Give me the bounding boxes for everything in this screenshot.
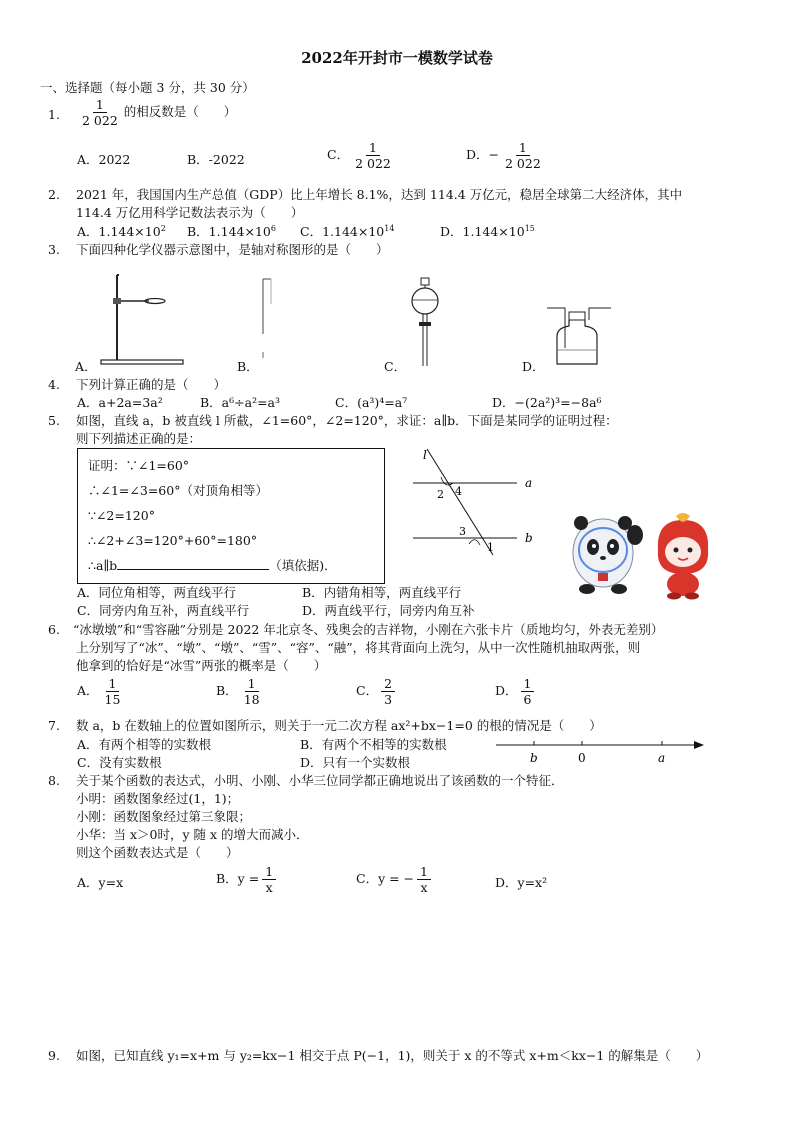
q6-option-d: D． $\frac{1}{6}$ xyxy=(495,676,537,707)
proof-line: ∴∠2+∠3=120°+60°=180° xyxy=(88,533,258,548)
q4-option-b: B．a⁶÷a²=a³ xyxy=(200,395,281,410)
q3-option-a: A． xyxy=(75,359,97,374)
q6-line3: 他拿到的恰好是“冰雪”两张的概率是（ ） xyxy=(76,658,327,673)
q3-number: 3. xyxy=(48,242,60,257)
q7-option-c: C．没有实数根 xyxy=(77,755,162,770)
label-angle-4: 4 xyxy=(455,485,462,498)
bing-dwen-dwen-mascot-image xyxy=(565,505,645,595)
q6-number: 6. xyxy=(48,622,60,637)
q8-number: 8. xyxy=(48,773,60,788)
proof-last-line: ∴a∥b （填依据)． xyxy=(88,558,337,573)
q6-option-b: B． $\frac{1}{18}$ xyxy=(216,676,260,707)
q2-line1: 2021 年，我国国内生产总值（GDP）比上年增长 8.1%，达到 114.4 万亿元，稳居全球第二大经济体，其中 xyxy=(76,187,683,202)
fill-in-blank xyxy=(117,557,269,570)
q5-line2: 则下列描述正确的是： xyxy=(76,431,202,446)
axis-label-b: b xyxy=(530,751,538,765)
label-angle-2: 2 xyxy=(437,488,444,501)
label-angle-1: 1 xyxy=(487,541,494,554)
q2-option-b: B．$1.144\times 10^6$ xyxy=(187,223,276,239)
q6-option-a: A． $\frac{1}{15}$ xyxy=(77,676,121,707)
proof-line: ∵∠2=120° xyxy=(88,508,155,523)
q5-option-a: A．同位角相等，两直线平行 xyxy=(77,585,237,600)
q4-option-c: C．(a³)⁴=a⁷ xyxy=(335,395,408,410)
q3-option-c: C． xyxy=(384,359,407,374)
q2-option-c: C．$1.144\times 10^{14}$ xyxy=(300,223,395,239)
q5-line1: 如图，直线 a，b 被直线 l 所截，∠1=60°，∠2=120°，求证：a∥b．下面是某同学的证明过程： xyxy=(76,413,618,428)
proof-line: 证明：∵∠1=60° xyxy=(88,458,190,473)
q1-stem: $\frac{1}{2 022}$ 的相反数是（ ） xyxy=(76,97,236,128)
q1-option-b: B．-2022 xyxy=(187,152,245,167)
q8-line1: 关于某个函数的表达式，小明、小刚、小华三位同学都正确地说出了该函数的一个特征． xyxy=(76,773,564,788)
q4-option-a: A．a+2a=3a² xyxy=(77,395,163,410)
parallel-lines-figure xyxy=(405,445,545,560)
q1-fraction: $\frac{1}{2 022}$ xyxy=(82,97,118,128)
q9-stem: 如图，已知直线 y₁=x+m 与 y₂=kx−1 相交于点 P(−1，1)，则关于 x 的不等式 x+m＜kx−1 的解集是（ ） xyxy=(76,1048,709,1063)
q8-line3: 小刚：函数图象经过第三象限； xyxy=(76,809,252,824)
q2-option-d: D．$1.144\times 10^{15}$ xyxy=(440,223,535,239)
q9-number: 9. xyxy=(48,1048,60,1063)
proof-line: ∴∠1=∠3=60°（对顶角相等） xyxy=(88,483,268,498)
q7-option-a: A．有两个相等的实数根 xyxy=(77,737,212,752)
q5-option-b: B．内错角相等，两直线平行 xyxy=(302,585,462,600)
q8-line5: 则这个函数表达式是（ ） xyxy=(76,845,239,860)
q8-option-c: C．y = − $\frac{1}{x}$ xyxy=(356,864,434,895)
q1-option-c: C． $\frac{1}{2 022}$ xyxy=(327,140,391,171)
proof-box xyxy=(77,448,385,584)
q4-number: 4. xyxy=(48,377,60,392)
q4-option-d: D．−(2a²)³=−8a⁶ xyxy=(492,395,602,410)
label-angle-3: 3 xyxy=(459,525,466,538)
q7-stem: 数 a，b 在数轴上的位置如图所示，则关于一元二次方程 ax²+bx−1=0 的根的情况是（ ） xyxy=(76,718,602,733)
q4-stem: 下列计算正确的是（ ） xyxy=(76,377,227,392)
label-line-a: a xyxy=(525,476,533,490)
q1-number: 1. xyxy=(48,107,60,122)
q2-line2: 114.4 万亿用科学记数法表示为（ ） xyxy=(76,205,304,220)
q8-option-b: B．y = $\frac{1}{x}$ xyxy=(216,864,279,895)
q8-option-d: D．y=x² xyxy=(495,875,548,890)
q8-line2: 小明：函数图象经过(1，1)； xyxy=(76,791,240,806)
q7-number: 7. xyxy=(48,718,60,733)
q5-option-d: D．两直线平行，同旁内角互补 xyxy=(302,603,475,618)
q6-line1: “冰墩墩”和“雪容融”分别是 2022 年北京冬、残奥会的吉祥物，小刚在六张卡片（质地均匀，外表无差别） xyxy=(73,622,664,637)
label-line-b: b xyxy=(525,531,533,545)
number-line-figure xyxy=(490,735,710,767)
iron-stand-figure xyxy=(95,270,190,370)
q7-option-b: B．有两个不相等的实数根 xyxy=(300,737,447,752)
page-title: 2022年开封市一模数学试卷 xyxy=(301,49,493,67)
shuey-rhon-rhon-mascot-image xyxy=(648,512,718,600)
q8-option-a: A．y=x xyxy=(77,875,124,890)
q2-option-a: A．$1.144\times 10^2$ xyxy=(77,223,166,239)
q2-number: 2. xyxy=(48,187,60,202)
q1-option-a: A．2022 xyxy=(77,152,131,167)
q3-option-b: B． xyxy=(237,359,259,374)
q3-option-d: D． xyxy=(522,359,545,374)
q7-option-d: D．只有一个实数根 xyxy=(300,755,411,770)
section-heading: 一、选择题（每小题 3 分，共 30 分） xyxy=(40,80,255,95)
axis-label-0: 0 xyxy=(578,751,586,765)
axis-label-a: a xyxy=(658,751,666,765)
q6-line2: 上分别写了“冰”、“墩”、“墩”、“雪”、“容”、“融”，将其背面向上洗匀，从中一次性随机抽取两张，则 xyxy=(76,640,641,655)
q1-option-d: D．− $\frac{1}{2 022}$ xyxy=(466,140,541,171)
separatory-funnel-figure xyxy=(400,276,450,371)
q5-number: 5. xyxy=(48,413,60,428)
q3-stem: 下面四种化学仪器示意图中，是轴对称图形的是（ ） xyxy=(76,242,389,257)
q5-option-c: C．同旁内角互补，两直线平行 xyxy=(77,603,250,618)
label-line-l: l xyxy=(423,448,427,462)
q6-option-c: C． $\frac{2}{3}$ xyxy=(356,676,398,707)
gas-washing-bottle-figure xyxy=(545,298,615,368)
tube-clamp-figure xyxy=(255,274,280,364)
q8-line4: 小华：当 x＞0时，y 随 x 的增大而减小． xyxy=(76,827,309,842)
